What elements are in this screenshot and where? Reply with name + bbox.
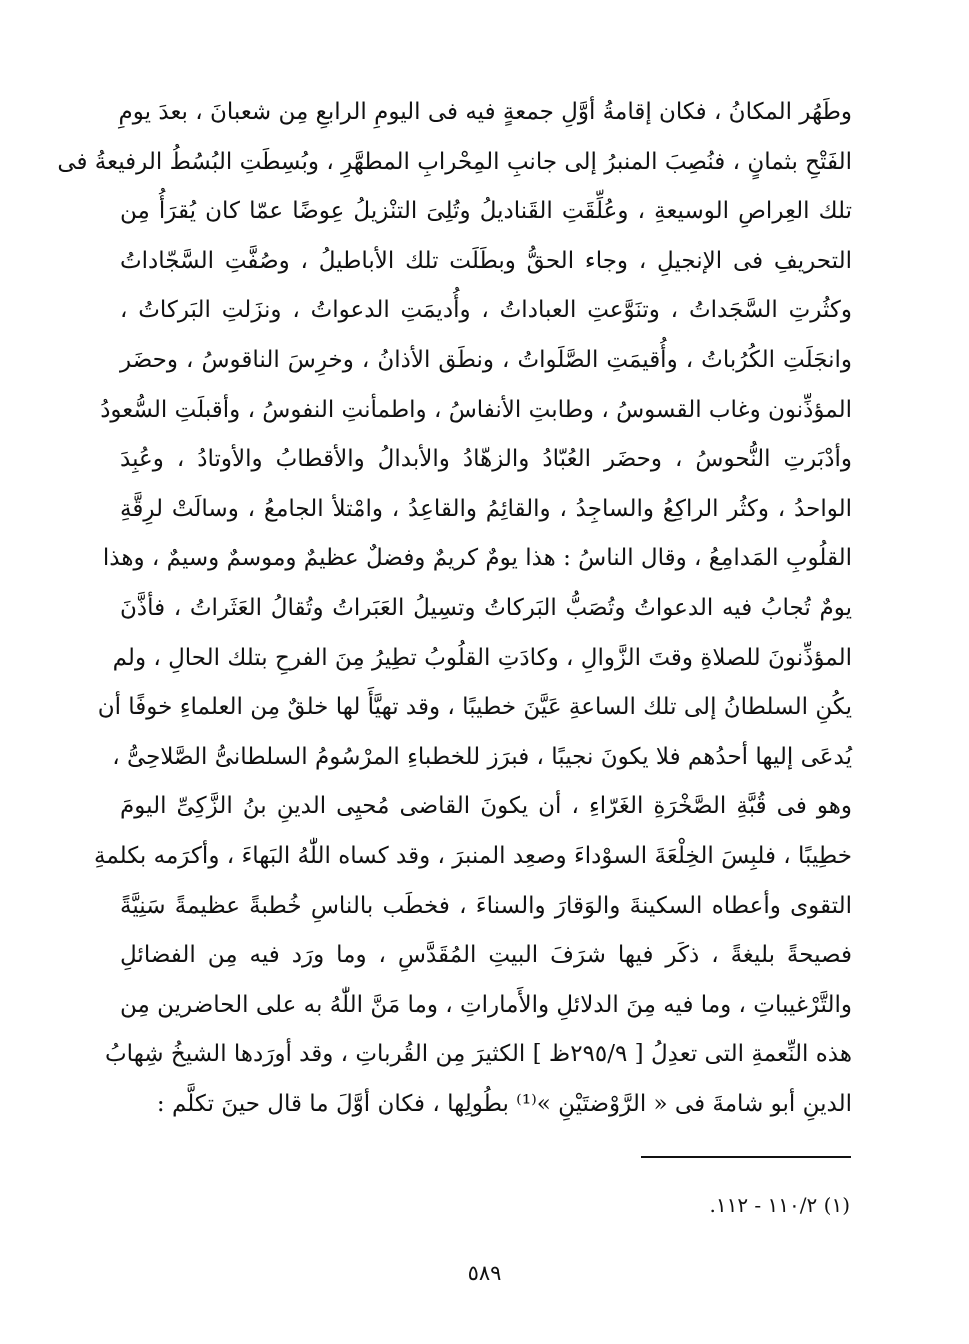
text-line: خطِيبًا ، فلبِسَ الخِلْعَةَ السوْداءَ وصعِد المنبرَ ، وقد كساه اللّٰهُ البَهاءَ ، وأكرَمه بكلمةِ (93, 842, 852, 869)
text-line: الدينِ أبو شامةَ فى « الرَّوْضتَيْنِ »⁽¹⁾ بطُولِها ، فكان أوَّلَ ما قال حينَ تكلَّم : (156, 1090, 852, 1117)
text-line: والتَّرْغيباتِ ، وما فيه مِنَ الدلائلِ والأَماراتِ ، وما مَنَّ اللّٰهُ به على الحاضرين مِن (120, 991, 852, 1018)
text-line: يومٌ تُجابُ فيه الدعواتُ وتُصَبُّ البَركاتُ وتسِيلُ العَبَراتُ وتُقالُ العَثَراتُ ، فأذَّنَ (120, 594, 852, 621)
text-line: القلُوبِ المَدامِعُ ، وقال الناسُ : هذا يومٌ كريمٌ وفضلٌ عظيمٌ وموسمٌ وسيمٌ ، وهذا (102, 545, 852, 572)
text-line: هذه النِّعمةِ التى تعدِلُ [ ٢٩٥/٩ظ ] الكثيرَ مِن القُرباتِ ، وقد أورَدها الشيخُ شِهابُ (105, 1041, 852, 1068)
text-line: وانجَلَتِ الكُرُباتُ ، وأُقيمَتِ الصَّلَواتُ ، ونطَق الأذانُ ، وخرِسَ الناقوسُ ، وحضَر (120, 346, 852, 373)
text-line: التحريفِ فى الإنجيلِ ، وجاء الحقُّ وبطَلَت تلك الأباطيلُ ، وصُفَّتِ السَّجّاداتُ (120, 247, 852, 274)
text-line: وهو فى قُبَّةِ الصَّخْرَةِ الغَرّاءِ ، أن يكونَ القاضى مُحيِى الدينِ بنُ الزَّكِىِّ اليومَ (120, 793, 852, 820)
page-number: ٥٨٩ (467, 1261, 502, 1285)
text-line: تلك العِراصِ الوسيعةِ ، وعُلِّقَتِ القَناديلُ وتُلِىَ التنْزيلُ عِوضًا عمّا كان يُقرَأُ مِن (120, 198, 852, 225)
text-line: الواحدُ ، وكثُر الراكِعُ والساجِدُ ، والقائِمُ والقاعِدُ ، وامْتلأ الجامعُ ، وسالَتْ لرِقَّةِ (120, 495, 852, 522)
footnote-divider (641, 1156, 851, 1158)
text-line: الفَتْحِ بثمانٍ ، فنُصِبَ المنبرُ إلى جانبِ المِحْرابِ المطهَّرِ ، وبُسِطَتِ البُسُطُ الرفيعةُ فى (57, 148, 852, 175)
text-line: يُدعَى إليها أحدُهم فلا يكونَ نجيبًا ، فبرَز للخطباءِ المرْسُومُ السلطانىُّ الصَّلاحِىُّ ، (112, 743, 852, 770)
text-line: التقوى وأعطاه السكينةَ والوَقارَ والسناءَ ، فخطَب بالناسِ خُطبةً عظيمةً سَنِيَّةً (120, 892, 852, 919)
text-line: يكُنِ السلطانُ إلى تلك الساعةِ عَيَّنَ خطيبًا ، وقد تهيَّأَ لها خلقٌ مِن العلماءِ خوفًا أن (97, 694, 852, 721)
text-line: فصيحةً بليغةً ، ذكَر فيها شرَفَ البيتِ المُقَدَّسِ ، وما ورَد فيه مِن الفضائلِ (120, 942, 852, 969)
text-line: وأدْبَرتِ النُّحوسُ ، وحضَر العُبّادُ والزهّادُ والأبدالُ والأقطابُ والأوتادُ ، وعُبِدَ (120, 446, 852, 473)
text-line: المؤذِّنونَ للصلاةِ وقتَ الزَّوالِ ، وكادَتِ القلُوبُ تطِيرُ مِنَ الفرحِ بتلك الحالِ ، ولم (112, 644, 852, 671)
text-line: وكثُرتِ السَّجَداتُ ، وتنَوَّعتِ العباداتُ ، وأُديمَتِ الدعواتُ ، ونزَلتِ البَركاتُ ، (120, 297, 852, 324)
text-line: المؤذِّنون وغاب القسوسُ ، وطابتِ الأنفاسُ ، واطمأنتِ النفوسُ ، وأقبلَتِ السُّعودُ (100, 396, 852, 423)
body-text (57, 88, 852, 1129)
text-line: وطَهُر المكانُ ، فكان إقامةُ أوَّلِ جمعةٍ فيه فى اليومِ الرابعِ مِن شعبانَ ، بعدَ يومِ (118, 99, 852, 125)
footnote: (١) ١١٠/٢ - ١١٢. (709, 1193, 850, 1217)
